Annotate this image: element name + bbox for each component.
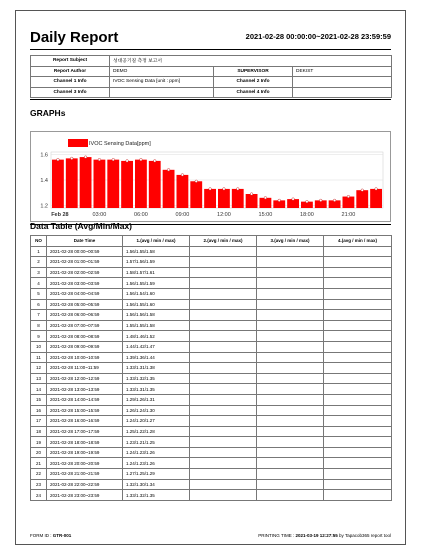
report-author-value: DEMO bbox=[110, 66, 214, 77]
cell-ch1: 1.24/1.23/1.26 bbox=[123, 447, 190, 458]
cell-ch2 bbox=[190, 246, 257, 257]
cell-no: 14 bbox=[31, 384, 47, 395]
cell-ch3 bbox=[257, 426, 324, 437]
cell-datetime: 2021-02-28 11:00~11:59 bbox=[47, 363, 123, 374]
cell-ch4 bbox=[324, 331, 392, 342]
bar-marker bbox=[57, 158, 60, 161]
cell-datetime: 2021-02-28 16:00~16:59 bbox=[47, 416, 123, 427]
cell-ch1: 1.56/1.55/1.60 bbox=[123, 299, 190, 310]
cell-ch2 bbox=[190, 373, 257, 384]
cell-no: 19 bbox=[31, 437, 47, 448]
cell-ch1: 1.44/1.42/1.47 bbox=[123, 341, 190, 352]
bar-marker bbox=[319, 199, 322, 202]
data-table-header bbox=[31, 236, 392, 247]
col-header-ch4: 4.(avg / min / max) bbox=[324, 236, 392, 247]
channel4-label: Channel 4 Info bbox=[214, 87, 293, 98]
report-tool: by Tapacob365 report tool bbox=[339, 533, 391, 538]
col-header-ch2: 2.(avg / min / max) bbox=[190, 236, 257, 247]
cell-no: 3 bbox=[31, 267, 47, 278]
cell-datetime: 2021-02-28 05:00~05:59 bbox=[47, 299, 123, 310]
cell-ch1: 1.32/1.30/1.34 bbox=[123, 479, 190, 490]
cell-ch3 bbox=[257, 447, 324, 458]
y-tick-label: 1.2 bbox=[40, 203, 48, 210]
bar-marker bbox=[98, 158, 101, 161]
bar-marker bbox=[153, 160, 156, 163]
cell-no: 17 bbox=[31, 416, 47, 427]
col-header-no: NO bbox=[31, 236, 47, 247]
cell-ch3 bbox=[257, 267, 324, 278]
cell-ch3 bbox=[257, 320, 324, 331]
table-row bbox=[31, 426, 392, 437]
bar-marker bbox=[236, 188, 239, 191]
cell-ch4 bbox=[324, 384, 392, 395]
cell-ch1: 1.24/1.23/1.26 bbox=[123, 458, 190, 469]
cell-no: 20 bbox=[31, 447, 47, 458]
printing-label: PRINTING TIME : bbox=[258, 533, 295, 538]
cell-ch1: 1.58/1.57/1.61 bbox=[123, 267, 190, 278]
cell-datetime: 2021-02-28 04:00~04:59 bbox=[47, 288, 123, 299]
bar bbox=[246, 194, 258, 208]
form-id bbox=[30, 533, 71, 538]
report-subject-label: Report Subject bbox=[31, 56, 110, 67]
cell-no: 11 bbox=[31, 352, 47, 363]
cell-ch2 bbox=[190, 288, 257, 299]
bar bbox=[121, 161, 133, 208]
cell-datetime: 2021-02-28 01:00~01:59 bbox=[47, 257, 123, 268]
cell-ch1: 1.56/1.56/1.58 bbox=[123, 310, 190, 321]
cell-datetime: 2021-02-28 15:00~15:59 bbox=[47, 405, 123, 416]
cell-ch1: 1.48/1.46/1.52 bbox=[123, 331, 190, 342]
cell-ch2 bbox=[190, 416, 257, 427]
bar-marker bbox=[70, 157, 73, 160]
x-tick-label: 15:00 bbox=[258, 212, 273, 218]
cell-ch3 bbox=[257, 384, 324, 395]
x-tick-label: 03:00 bbox=[92, 212, 107, 218]
x-tick-label: 21:00 bbox=[341, 212, 356, 218]
bar bbox=[94, 160, 106, 208]
cell-ch4 bbox=[324, 394, 392, 405]
bar-marker bbox=[140, 158, 143, 161]
cell-ch2 bbox=[190, 384, 257, 395]
cell-ch2 bbox=[190, 310, 257, 321]
cell-ch2 bbox=[190, 352, 257, 363]
table-row bbox=[31, 447, 392, 458]
report-title: Daily Report bbox=[30, 29, 119, 46]
chart-container bbox=[30, 131, 391, 222]
table-row bbox=[31, 458, 392, 469]
bar bbox=[107, 160, 119, 208]
cell-datetime: 2021-02-28 07:00~07:59 bbox=[47, 320, 123, 331]
cell-no: 10 bbox=[31, 341, 47, 352]
cell-ch4 bbox=[324, 278, 392, 289]
info-table bbox=[30, 55, 392, 98]
report-subject-value: 성대공기질 측정 보고서 bbox=[110, 56, 392, 67]
ivoc-bar-chart bbox=[31, 132, 390, 221]
table-row bbox=[31, 299, 392, 310]
cell-ch4 bbox=[324, 479, 392, 490]
cell-ch1: 1.33/1.31/1.38 bbox=[123, 363, 190, 374]
bar-marker bbox=[306, 200, 309, 203]
cell-ch3 bbox=[257, 479, 324, 490]
table-row bbox=[31, 405, 392, 416]
bar-marker bbox=[223, 188, 226, 191]
cell-no: 4 bbox=[31, 278, 47, 289]
bar bbox=[260, 198, 272, 208]
cell-no: 8 bbox=[31, 320, 47, 331]
cell-ch1: 1.25/1.22/1.28 bbox=[123, 426, 190, 437]
bar-marker bbox=[181, 174, 184, 177]
bar bbox=[356, 190, 368, 208]
cell-ch3 bbox=[257, 363, 324, 374]
cell-datetime: 2021-02-28 10:00~10:59 bbox=[47, 352, 123, 363]
cell-datetime: 2021-02-28 19:00~19:59 bbox=[47, 447, 123, 458]
bar bbox=[135, 160, 147, 208]
table-row bbox=[31, 416, 392, 427]
cell-datetime: 2021-02-28 12:00~12:59 bbox=[47, 373, 123, 384]
supervisor-label: SUPERVISOR bbox=[214, 66, 293, 77]
table-row bbox=[31, 469, 392, 480]
bar bbox=[163, 170, 175, 208]
cell-ch3 bbox=[257, 405, 324, 416]
bar bbox=[190, 181, 202, 208]
cell-ch2 bbox=[190, 320, 257, 331]
cell-ch3 bbox=[257, 437, 324, 448]
channel3-value bbox=[110, 87, 214, 98]
cell-no: 23 bbox=[31, 479, 47, 490]
table-row bbox=[31, 437, 392, 448]
report-author-label: Report Author bbox=[31, 66, 110, 77]
cell-datetime: 2021-02-28 09:00~09:59 bbox=[47, 341, 123, 352]
cell-ch3 bbox=[257, 257, 324, 268]
cell-ch4 bbox=[324, 341, 392, 352]
bar-marker bbox=[361, 189, 364, 192]
cell-ch3 bbox=[257, 246, 324, 257]
cell-ch2 bbox=[190, 405, 257, 416]
col-header-datetime: Date Time bbox=[47, 236, 123, 247]
cell-ch1: 1.33/1.32/1.35 bbox=[123, 373, 190, 384]
cell-ch3 bbox=[257, 288, 324, 299]
channel1-value: IVOC Sensing Data [unit : ppm] bbox=[110, 77, 214, 88]
cell-no: 18 bbox=[31, 426, 47, 437]
cell-no: 9 bbox=[31, 331, 47, 342]
cell-datetime: 2021-02-28 20:00~20:59 bbox=[47, 458, 123, 469]
cell-no: 6 bbox=[31, 299, 47, 310]
cell-ch2 bbox=[190, 437, 257, 448]
cell-ch3 bbox=[257, 341, 324, 352]
cell-ch1: 1.56/1.54/1.60 bbox=[123, 288, 190, 299]
cell-datetime: 2021-02-28 03:00~03:59 bbox=[47, 278, 123, 289]
info-row-author bbox=[31, 66, 392, 77]
info-divider bbox=[30, 99, 391, 100]
cell-no: 2 bbox=[31, 257, 47, 268]
bar bbox=[66, 158, 78, 208]
cell-datetime: 2021-02-28 23:00~23:59 bbox=[47, 490, 123, 501]
cell-ch1: 1.33/1.31/1.35 bbox=[123, 384, 190, 395]
cell-ch3 bbox=[257, 278, 324, 289]
cell-ch4 bbox=[324, 257, 392, 268]
bar-marker bbox=[126, 160, 129, 163]
cell-datetime: 2021-02-28 08:00~08:59 bbox=[47, 331, 123, 342]
cell-no: 15 bbox=[31, 394, 47, 405]
bar bbox=[80, 157, 92, 208]
data-table-title: Data Table (Avg/Min/Max) bbox=[30, 221, 133, 231]
cell-ch2 bbox=[190, 458, 257, 469]
table-row bbox=[31, 479, 392, 490]
x-tick-label: Feb 28 bbox=[51, 212, 69, 218]
cell-datetime: 2021-02-28 21:00~21:59 bbox=[47, 469, 123, 480]
table-row bbox=[31, 352, 392, 363]
y-tick-label: 1.4 bbox=[40, 178, 48, 184]
cell-ch1: 1.24/1.20/1.27 bbox=[123, 416, 190, 427]
bar bbox=[52, 160, 64, 208]
bar-marker bbox=[84, 156, 87, 159]
bar bbox=[218, 189, 230, 208]
cell-ch4 bbox=[324, 416, 392, 427]
x-tick-label: 09:00 bbox=[175, 212, 190, 218]
cell-ch2 bbox=[190, 278, 257, 289]
cell-no: 16 bbox=[31, 405, 47, 416]
cell-ch3 bbox=[257, 310, 324, 321]
table-row bbox=[31, 341, 392, 352]
cell-ch2 bbox=[190, 469, 257, 480]
x-tick-label: 12:00 bbox=[217, 212, 231, 218]
cell-datetime: 2021-02-28 22:00~22:59 bbox=[47, 479, 123, 490]
cell-ch3 bbox=[257, 352, 324, 363]
cell-ch2 bbox=[190, 257, 257, 268]
y-tick-label: 1.6 bbox=[40, 152, 48, 159]
cell-ch1: 1.55/1.55/1.58 bbox=[123, 320, 190, 331]
cell-ch2 bbox=[190, 490, 257, 501]
info-row-ch34 bbox=[31, 87, 392, 98]
cell-ch4 bbox=[324, 426, 392, 437]
cell-ch1: 1.57/1.56/1.59 bbox=[123, 257, 190, 268]
cell-ch3 bbox=[257, 299, 324, 310]
cell-no: 13 bbox=[31, 373, 47, 384]
cell-ch4 bbox=[324, 490, 392, 501]
cell-ch4 bbox=[324, 267, 392, 278]
cell-ch4 bbox=[324, 288, 392, 299]
title-divider bbox=[30, 49, 391, 50]
cell-no: 24 bbox=[31, 490, 47, 501]
bar-marker bbox=[250, 193, 253, 196]
cell-ch4 bbox=[324, 363, 392, 374]
cell-ch4 bbox=[324, 352, 392, 363]
bar-marker bbox=[195, 180, 198, 183]
cell-datetime: 2021-02-28 06:00~06:59 bbox=[47, 310, 123, 321]
bar-marker bbox=[333, 199, 336, 202]
legend-swatch bbox=[68, 139, 88, 147]
cell-datetime: 2021-02-28 00:00~00:59 bbox=[47, 246, 123, 257]
cell-datetime: 2021-02-28 17:00~17:59 bbox=[47, 426, 123, 437]
bar-marker bbox=[347, 195, 350, 198]
channel2-label: Channel 2 Info bbox=[214, 77, 293, 88]
data-table bbox=[30, 235, 392, 501]
cell-ch4 bbox=[324, 447, 392, 458]
cell-ch4 bbox=[324, 405, 392, 416]
printing-info bbox=[258, 533, 391, 538]
bar-marker bbox=[112, 158, 115, 161]
supervisor-value: DEKIST bbox=[293, 66, 392, 77]
bar bbox=[232, 189, 244, 208]
bar bbox=[149, 161, 161, 208]
table-row bbox=[31, 363, 392, 374]
cell-datetime: 2021-02-28 02:00~02:59 bbox=[47, 267, 123, 278]
channel3-label: Channel 3 Info bbox=[31, 87, 110, 98]
cell-ch3 bbox=[257, 490, 324, 501]
cell-datetime: 2021-02-28 18:00~18:59 bbox=[47, 437, 123, 448]
cell-ch4 bbox=[324, 299, 392, 310]
cell-no: 22 bbox=[31, 469, 47, 480]
cell-ch3 bbox=[257, 458, 324, 469]
bar bbox=[177, 175, 189, 208]
cell-ch2 bbox=[190, 267, 257, 278]
cell-ch2 bbox=[190, 299, 257, 310]
bar-marker bbox=[375, 188, 378, 191]
cell-ch2 bbox=[190, 447, 257, 458]
cell-ch3 bbox=[257, 394, 324, 405]
col-header-ch3: 3.(avg / min / max) bbox=[257, 236, 324, 247]
col-header-ch1: 1.(avg / min / max) bbox=[123, 236, 190, 247]
cell-ch1: 1.33/1.32/1.35 bbox=[123, 490, 190, 501]
channel4-value bbox=[293, 87, 392, 98]
x-tick-label: 06:00 bbox=[134, 212, 148, 218]
x-tick-label: 18:00 bbox=[300, 212, 314, 218]
cell-no: 7 bbox=[31, 310, 47, 321]
bar-marker bbox=[292, 198, 295, 201]
graphs-title: GRAPHs bbox=[30, 108, 66, 118]
cell-ch2 bbox=[190, 479, 257, 490]
cell-ch2 bbox=[190, 426, 257, 437]
info-row-ch12 bbox=[31, 77, 392, 88]
cell-ch2 bbox=[190, 341, 257, 352]
bar bbox=[343, 197, 355, 208]
date-range: 2021-02-28 00:00:00~2021-02-28 23:59:59 bbox=[245, 32, 391, 41]
table-row bbox=[31, 257, 392, 268]
cell-no: 12 bbox=[31, 363, 47, 374]
cell-no: 21 bbox=[31, 458, 47, 469]
cell-ch1: 1.27/1.25/1.29 bbox=[123, 469, 190, 480]
bar bbox=[204, 189, 216, 208]
bar-marker bbox=[167, 169, 170, 172]
bar-marker bbox=[278, 199, 281, 202]
bar-marker bbox=[209, 188, 212, 191]
cell-ch4 bbox=[324, 310, 392, 321]
cell-no: 1 bbox=[31, 246, 47, 257]
form-id-label: FORM ID : bbox=[30, 533, 52, 538]
cell-ch1: 1.56/1.55/1.58 bbox=[123, 246, 190, 257]
cell-ch3 bbox=[257, 373, 324, 384]
table-row bbox=[31, 278, 392, 289]
report-page bbox=[15, 10, 406, 545]
cell-ch1: 1.39/1.36/1.44 bbox=[123, 352, 190, 363]
bar bbox=[370, 189, 382, 208]
cell-ch1: 1.29/1.26/1.31 bbox=[123, 394, 190, 405]
cell-ch4 bbox=[324, 469, 392, 480]
cell-ch1: 1.56/1.55/1.59 bbox=[123, 278, 190, 289]
cell-ch4 bbox=[324, 373, 392, 384]
cell-ch3 bbox=[257, 416, 324, 427]
table-row bbox=[31, 267, 392, 278]
table-row bbox=[31, 246, 392, 257]
cell-ch1: 1.23/1.21/1.25 bbox=[123, 437, 190, 448]
table-row bbox=[31, 394, 392, 405]
cell-ch3 bbox=[257, 469, 324, 480]
cell-ch4 bbox=[324, 458, 392, 469]
legend-label: IVOC Sensing Data[ppm] bbox=[89, 141, 151, 147]
info-row-subject bbox=[31, 56, 392, 67]
channel2-value bbox=[293, 77, 392, 88]
table-row bbox=[31, 373, 392, 384]
form-id-value: GTR-001 bbox=[52, 533, 72, 538]
table-row bbox=[31, 331, 392, 342]
table-row bbox=[31, 288, 392, 299]
cell-datetime: 2021-02-28 13:00~13:59 bbox=[47, 384, 123, 395]
cell-ch2 bbox=[190, 394, 257, 405]
cell-ch2 bbox=[190, 331, 257, 342]
printing-time: 2021-03-19 12:27:55 bbox=[295, 533, 338, 538]
cell-ch1: 1.26/1.24/1.30 bbox=[123, 405, 190, 416]
cell-ch4 bbox=[324, 320, 392, 331]
table-row bbox=[31, 490, 392, 501]
cell-no: 5 bbox=[31, 288, 47, 299]
table-row bbox=[31, 320, 392, 331]
cell-ch3 bbox=[257, 331, 324, 342]
cell-ch2 bbox=[190, 363, 257, 374]
table-row bbox=[31, 384, 392, 395]
cell-datetime: 2021-02-28 14:00~14:59 bbox=[47, 394, 123, 405]
cell-ch4 bbox=[324, 437, 392, 448]
table-row bbox=[31, 310, 392, 321]
channel1-label: Channel 1 Info bbox=[31, 77, 110, 88]
cell-ch4 bbox=[324, 246, 392, 257]
bar-marker bbox=[264, 197, 267, 200]
